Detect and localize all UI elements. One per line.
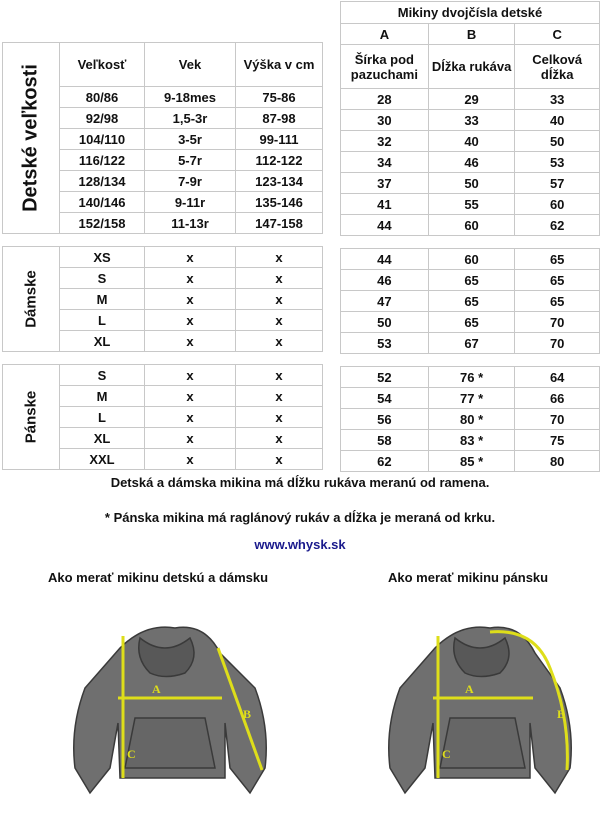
table-row	[341, 249, 600, 270]
table-cell: 128/134	[60, 171, 145, 192]
table-cell: 65	[515, 270, 600, 291]
table-cell: XXL	[60, 449, 145, 470]
table-cell: 99-111	[236, 129, 323, 150]
table-title: Mikiny dvojčísla detské	[341, 2, 600, 24]
table-cell: 92/98	[60, 108, 145, 129]
table-cell: x	[145, 268, 236, 289]
table-cell: 112-122	[236, 150, 323, 171]
table-cell: 58	[341, 430, 429, 451]
table-row	[341, 89, 600, 110]
group-spacer	[3, 234, 323, 247]
table-cell: 52	[341, 367, 429, 388]
table-cell: 37	[341, 173, 429, 194]
mark-c-right: C	[442, 747, 451, 761]
table-cell: 32	[341, 131, 429, 152]
column-letter: C	[515, 24, 600, 45]
table-cell: L	[60, 407, 145, 428]
table-cell: 50	[341, 312, 429, 333]
group-label-kids: Detské veľkosti	[19, 64, 42, 212]
table-cell: 5-7r	[145, 150, 236, 171]
group-label-cell	[3, 43, 60, 234]
column-header: Veľkosť	[60, 43, 145, 87]
table-cell: M	[60, 386, 145, 407]
table-row	[341, 131, 600, 152]
table-cell: 47	[341, 291, 429, 312]
table-row	[341, 270, 600, 291]
table-cell: 80/86	[60, 87, 145, 108]
table-cell: 9-11r	[145, 192, 236, 213]
table-cell: 1,5-3r	[145, 108, 236, 129]
table-cell: x	[236, 365, 323, 386]
table-cell: 33	[515, 89, 600, 110]
table-cell: XL	[60, 428, 145, 449]
group-label-men: Pánske	[22, 390, 40, 444]
table-cell: 34	[341, 152, 429, 173]
table-cell: 54	[341, 388, 429, 409]
table-cell: 147-158	[236, 213, 323, 234]
table-cell: 135-146	[236, 192, 323, 213]
table-cell: 65	[515, 249, 600, 270]
table-row	[341, 451, 600, 472]
table-cell: 62	[341, 451, 429, 472]
table-cell: 7-9r	[145, 171, 236, 192]
diagram-title-men: Ako merať mikinu pánsku	[388, 570, 549, 585]
table-row	[341, 291, 600, 312]
table-cell: x	[145, 310, 236, 331]
table-cell: 70	[515, 409, 600, 430]
table-row	[341, 333, 600, 354]
table-cell: x	[145, 386, 236, 407]
table-cell: 50	[515, 131, 600, 152]
size-table-left	[2, 42, 323, 470]
mark-c-left: C	[127, 747, 136, 761]
table-cell: 85 *	[428, 451, 515, 472]
column-letter: B	[428, 24, 515, 45]
table-cell: x	[236, 386, 323, 407]
table-cell: x	[236, 247, 323, 268]
group-label-cell	[3, 247, 60, 352]
hoodie-diagram-kids-women	[50, 618, 280, 818]
group-label-cell	[3, 365, 60, 470]
table-cell: x	[145, 247, 236, 268]
table-cell: XL	[60, 331, 145, 352]
table-cell: 87-98	[236, 108, 323, 129]
column-letter: A	[341, 24, 429, 45]
table-cell: 40	[515, 110, 600, 131]
table-cell: x	[236, 331, 323, 352]
table-cell: 80	[515, 451, 600, 472]
table-cell: 56	[341, 409, 429, 430]
table-cell: x	[236, 268, 323, 289]
table-cell: 152/158	[60, 213, 145, 234]
table-cell: x	[236, 449, 323, 470]
table-cell: 104/110	[60, 129, 145, 150]
table-cell: 64	[515, 367, 600, 388]
column-header: Vek	[145, 43, 236, 87]
table-cell: 83 *	[428, 430, 515, 451]
table-row	[341, 312, 600, 333]
table-cell: x	[236, 407, 323, 428]
table-cell: 55	[428, 194, 515, 215]
table-cell: 65	[515, 291, 600, 312]
table-cell: 41	[341, 194, 429, 215]
table-cell: x	[145, 289, 236, 310]
table-cell: 53	[515, 152, 600, 173]
table-cell: 57	[515, 173, 600, 194]
table-cell: 46	[341, 270, 429, 291]
table-cell: 70	[515, 312, 600, 333]
table-cell: XS	[60, 247, 145, 268]
table-cell: 40	[428, 131, 515, 152]
table-cell: 60	[428, 249, 515, 270]
table-cell: S	[60, 365, 145, 386]
table-cell: 76 *	[428, 367, 515, 388]
measurements-table	[340, 1, 600, 472]
table-row	[341, 430, 600, 451]
table-row	[341, 388, 600, 409]
column-header: Celková dĺžka	[515, 45, 600, 89]
table-cell: M	[60, 289, 145, 310]
table-cell: 29	[428, 89, 515, 110]
mark-a-right: A	[465, 682, 474, 696]
table-cell: 70	[515, 333, 600, 354]
column-header: Dĺžka rukáva	[428, 45, 515, 89]
table-cell: 33	[428, 110, 515, 131]
table-cell: 62	[515, 215, 600, 236]
table-row	[341, 215, 600, 236]
table-cell: 75-86	[236, 87, 323, 108]
table-cell: 80 *	[428, 409, 515, 430]
table-cell: 60	[428, 215, 515, 236]
table-cell: 44	[341, 249, 429, 270]
table-cell: x	[145, 365, 236, 386]
mark-b-right: B	[557, 707, 566, 721]
table-cell: 46	[428, 152, 515, 173]
mark-b-left: B	[243, 707, 252, 721]
table-row	[341, 110, 600, 131]
table-cell: 77 *	[428, 388, 515, 409]
table-row	[3, 247, 323, 268]
group-spacer	[341, 236, 600, 249]
table-row	[341, 194, 600, 215]
table-cell: S	[60, 268, 145, 289]
column-header: Šírka pod pazuchami	[341, 45, 429, 89]
table-cell: 11-13r	[145, 213, 236, 234]
table-cell: 60	[515, 194, 600, 215]
table-cell: x	[145, 331, 236, 352]
table-cell: x	[236, 310, 323, 331]
table-row	[341, 152, 600, 173]
table-cell: L	[60, 310, 145, 331]
table-row	[341, 367, 600, 388]
table-cell: x	[145, 428, 236, 449]
table-cell: 67	[428, 333, 515, 354]
column-header: Výška v cm	[236, 43, 323, 87]
table-cell: 44	[341, 215, 429, 236]
table-cell: 65	[428, 291, 515, 312]
table-cell: 65	[428, 312, 515, 333]
table-cell: 9-18mes	[145, 87, 236, 108]
table-row	[341, 409, 600, 430]
table-cell: 53	[341, 333, 429, 354]
group-spacer	[341, 354, 600, 367]
table-cell: 140/146	[60, 192, 145, 213]
diagram-title-kids-women: Ako merať mikinu detskú a dámsku	[48, 570, 269, 585]
table-cell: 116/122	[60, 150, 145, 171]
table-row	[3, 365, 323, 386]
note-sleeve: Detská a dámska mikina má dĺžku rukáva meranú od ramena.	[110, 475, 490, 490]
group-spacer	[3, 352, 323, 365]
table-cell: 28	[341, 89, 429, 110]
table-cell: 3-5r	[145, 129, 236, 150]
table-cell: x	[236, 289, 323, 310]
table-cell: x	[236, 428, 323, 449]
table-cell: 123-134	[236, 171, 323, 192]
group-label-women: Dámske	[22, 270, 40, 328]
table-cell: 50	[428, 173, 515, 194]
website-link[interactable]: www.whysk.sk	[254, 537, 346, 552]
table-cell: 65	[428, 270, 515, 291]
table-cell: 30	[341, 110, 429, 131]
note-raglan: * Pánska mikina má raglánový rukáv a dĺžka je meraná od krku.	[104, 510, 496, 525]
mark-a-left: A	[152, 682, 161, 696]
table-cell: 66	[515, 388, 600, 409]
table-cell: x	[145, 407, 236, 428]
table-cell: x	[145, 449, 236, 470]
table-row	[341, 173, 600, 194]
hoodie-diagram-men	[385, 618, 600, 818]
table-cell: 75	[515, 430, 600, 451]
